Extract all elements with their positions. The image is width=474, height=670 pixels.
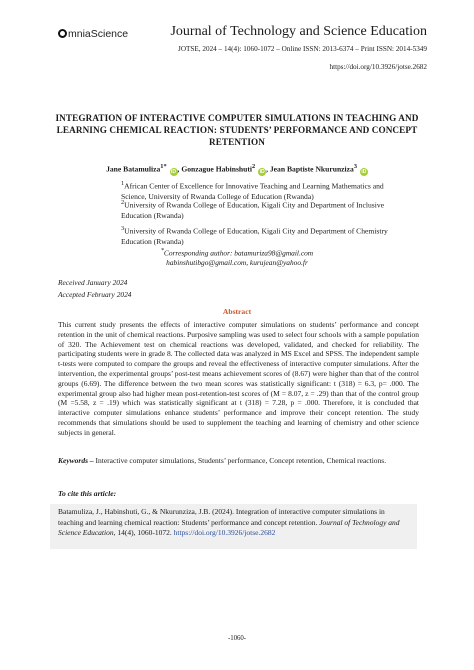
affiliation-num: 1	[121, 180, 125, 187]
journal-meta: JOTSE, 2024 – 14(4): 1060-1072 – Online ISSN: 2013-6374 – Print ISSN: 2014-5349	[178, 45, 427, 53]
publisher-name: mniaScience	[68, 28, 129, 40]
journal-title: Journal of Technology and Science Education	[170, 24, 427, 39]
citation-volume: 14(4), 1060-1072.	[117, 528, 172, 537]
affiliation-num: 3	[121, 225, 125, 232]
publisher-logo	[58, 28, 128, 40]
keywords-label: Keywords –	[58, 456, 94, 465]
orcid-icon[interactable]: iD	[171, 168, 177, 175]
affiliation-num: 2	[121, 199, 125, 206]
corresponding-sup: *	[160, 248, 164, 254]
citation-text: Batamuliza, J., Habinshuti, G., & Nkurunziza, J.B. (2024). Integration of interactive computer simulations in teaching and learning chemical reaction: Students’ performance and concept retention.	[58, 507, 385, 527]
author-name: Jane Batamuliza	[106, 164, 161, 174]
affiliation-text: University of Rwanda College of Education, Kigali City and Department of Chemistry Education (Rwanda)	[121, 226, 388, 246]
article-dates	[58, 277, 131, 301]
author-list: Jane Batamuliza$^{1*}$ iD , Gonzague Habinshuti$^2$ iD , Jean Baptiste Nkurunziza$^3$ iD	[106, 163, 367, 175]
citation-journal: Journal of Technology and Science Education,	[58, 517, 400, 537]
received-date: Received January 2024	[58, 278, 128, 287]
author-name: Jean Baptiste Nkurunziza	[269, 164, 354, 174]
abstract-heading: Abstract	[222, 307, 252, 316]
affiliation	[121, 198, 411, 221]
author-sup: 2	[252, 163, 256, 170]
orcid-icon[interactable]: iD	[361, 168, 367, 175]
keywords-text: Interactive computer simulations, Students’ performance, Concept retention, Chemical reactions.	[95, 456, 387, 465]
affiliation-text: University of Rwanda College of Education, Kigali City and Department of Inclusive Education (Rwanda)	[121, 200, 384, 220]
header-doi-link[interactable]: https://doi.org/10.3926/jotse.2682	[329, 63, 427, 71]
author-sup: 3	[353, 163, 358, 170]
corresponding-line-2[interactable]: habinshutibgo@gmail.com, kurujean@yahoo.fr	[166, 258, 308, 268]
cite-heading: To cite this article:	[58, 489, 117, 498]
article-title: INTEGRATION OF INTERACTIVE COMPUTER SIMULATIONS IN TEACHING AND LEARNING CHEMICAL REACTION: STUDENTS’ PERFORMANCE AND CONCEPT RETENTION	[55, 113, 419, 147]
corresponding-line-1[interactable]: Corresponding author: batamuriza98@gmail.com	[163, 248, 314, 258]
citation	[58, 507, 412, 539]
keywords	[58, 456, 419, 466]
corresponding-author	[50, 246, 424, 268]
affiliation-text: African Center of Excellence for Innovative Teaching and Learning Mathematics and Science, University of Rwanda College of Education (Rwanda)	[121, 181, 384, 201]
abstract-text: This current study presents the effects of interactive computer simulations on students’ performance and concept retention in the unit of chemical reactions. Purposive sampling was used to select four schools with a sample population of 320. The Achievement test on chemical reactions was developed, validated, and checked for reliability. The participating students were in grade 8. The collected data was analyzed in MS Excel and SPSS. The independent sample t-tests were computed to compare the groups and reveal the effectiveness of interactive computer simulations. After the intervention, the experimental groups’ post-test means achievement scores of (8.67) were higher than that of the control groups (6.69). The difference between the two mean scores was statistically significant: t (318) = 6.3, p= .000. The experimental group also had higher mean post-retention-test scores of (M = 8.07, z = .29) than that of the control group (M =5.58, z = .19) which was statistically significant at t (318) = 7.28, p = .000. Therefore, it is concluded that interactive computer simulations enhance students’ performance and improve their concept retention. The study recommends that simulations should be used to supplement the teaching and learning of chemistry and other science subjects in general.	[58, 320, 419, 437]
citation-doi-link[interactable]: https://doi.org/10.3926/jotse.2682	[173, 528, 276, 537]
affiliation	[121, 224, 411, 247]
author-sup: 1*	[160, 163, 167, 170]
orcid-icon[interactable]: iD	[259, 168, 265, 175]
accepted-date: Accepted February 2024	[58, 290, 132, 299]
page-number: -1060-	[227, 635, 247, 642]
author-name: Gonzague Habinshuti	[181, 164, 252, 174]
omnia-logo-icon	[58, 29, 67, 38]
